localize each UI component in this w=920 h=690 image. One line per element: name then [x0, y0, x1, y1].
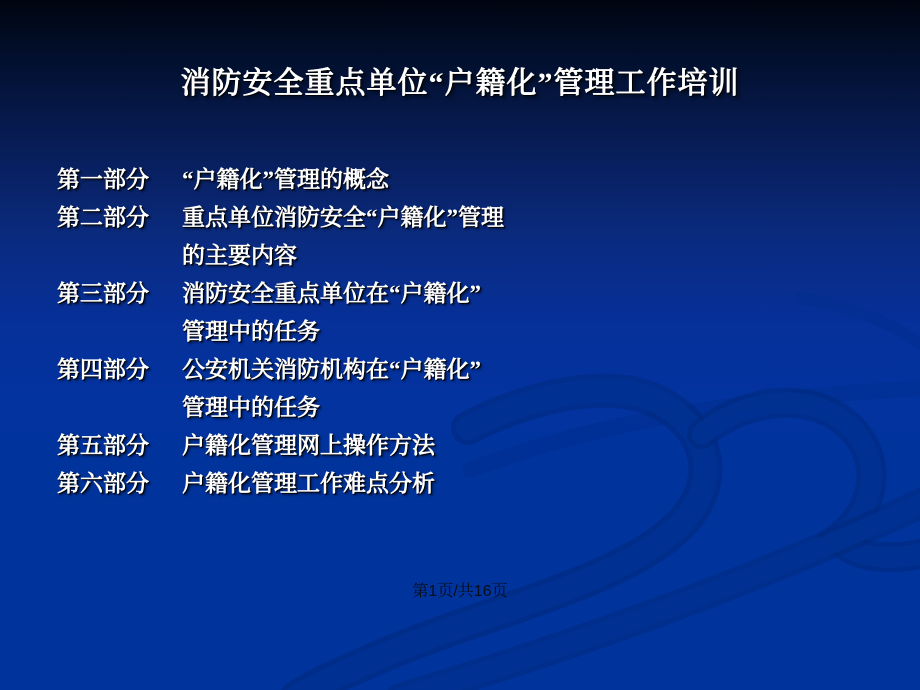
- toc-line: 户籍化管理网上操作方法: [182, 433, 435, 458]
- toc-line: 重点单位消防安全“户籍化”管理: [182, 205, 504, 230]
- toc-part1-label: 第一部分: [57, 167, 149, 192]
- toc-line: 消防安全重点单位在“户籍化”: [182, 281, 481, 306]
- slide-title: 消防安全重点单位“户籍化”管理工作培训: [180, 67, 740, 100]
- toc-part6-text: [182, 465, 435, 503]
- toc-part3-label: 第三部分: [57, 281, 149, 306]
- toc-part3-text: [182, 275, 481, 351]
- toc-line: 的主要内容: [182, 243, 297, 268]
- toc-part4-text: [182, 351, 481, 427]
- toc-item-part4: [57, 351, 890, 427]
- toc-line: “户籍化”管理的概念: [182, 167, 389, 192]
- toc-part5-label: 第五部分: [57, 433, 149, 458]
- toc-part4-label: 第四部分: [57, 357, 149, 382]
- toc-list: [57, 161, 890, 503]
- toc-line: 公安机关消防机构在“户籍化”: [182, 357, 481, 382]
- toc-item-part1: [57, 161, 890, 199]
- toc-line: 户籍化管理工作难点分析: [182, 471, 435, 496]
- toc-part5-text: [182, 427, 435, 465]
- toc-part1-text: [182, 161, 389, 199]
- toc-item-part5: [57, 427, 890, 465]
- toc-line: 管理中的任务: [182, 319, 320, 344]
- page-number: 第1页/共16页: [412, 583, 508, 600]
- toc-part6-label: 第六部分: [57, 471, 149, 496]
- toc-item-part3: [57, 275, 890, 351]
- toc-part2-label: 第二部分: [57, 205, 149, 230]
- toc-line: 管理中的任务: [182, 395, 320, 420]
- toc-part2-text: [182, 199, 504, 275]
- toc-item-part6: [57, 465, 890, 503]
- toc-item-part2: [57, 199, 890, 275]
